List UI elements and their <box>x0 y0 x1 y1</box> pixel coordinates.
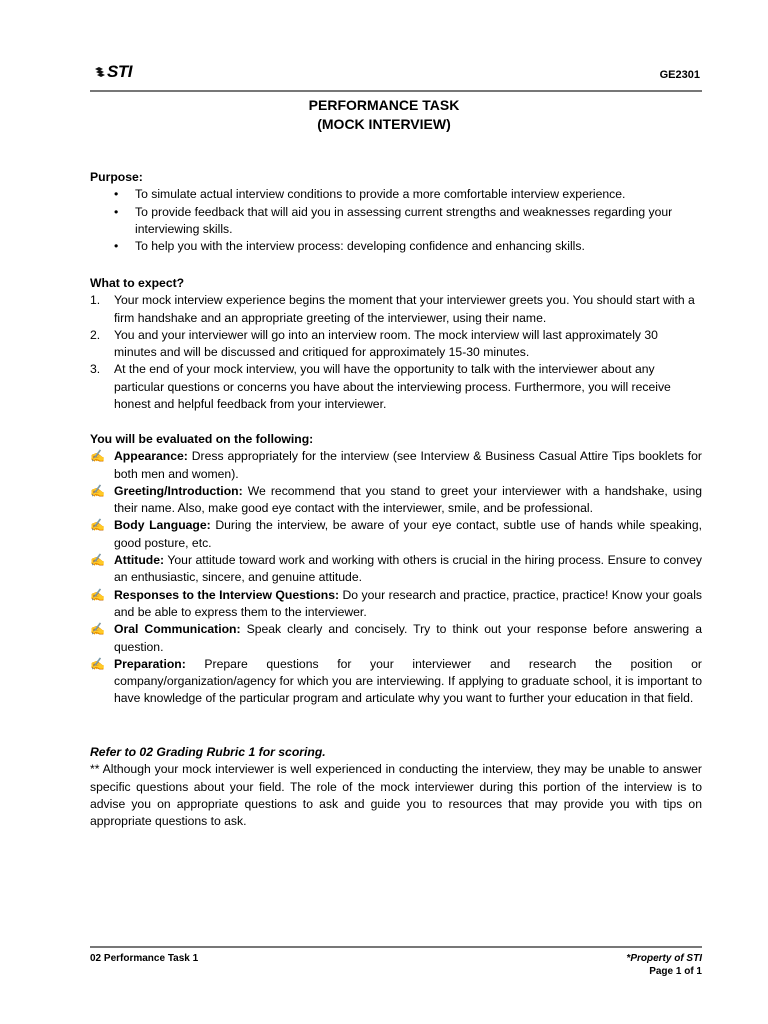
bullet-icon: • <box>114 204 119 219</box>
list-item: ✍ Body Language: During the interview, be aware of your eye contact, subtle use of hands while speaking, good posture, etc. <box>90 518 702 550</box>
page-footer <box>90 946 702 988</box>
document-code: GE2301 <box>659 69 700 81</box>
page-subtitle: (MOCK INTERVIEW) <box>317 116 451 132</box>
list-item: • To provide feedback that will aid you in assessing current strengths and weaknesses regarding your interviewing skills. <box>114 204 673 236</box>
expect-list <box>90 292 702 413</box>
list-item: ✍ Greeting/Introduction: We recommend that you stand to greet your interviewer with a handshake, using their name. Also, make good eye contact with the interviewer, smile, and be professional. <box>90 483 702 516</box>
list-item: ✍ Attitude: Your attitude toward work and working with others is crucial in the hiring process. Ensure to convey an enthusiastic, sincere, and genuine attitude. <box>90 553 702 585</box>
pen-icon: ✍ <box>90 587 105 602</box>
footer-property: *Property of STI <box>626 953 702 964</box>
footer-doc-title: 02 Performance Task 1 <box>90 953 199 964</box>
list-item: • To simulate actual interview conditions to provide a more comfortable interview experience. <box>90 186 702 203</box>
notes-section <box>90 744 702 830</box>
list-item: • To help you with the interview process: developing confidence and enhancing skills. <box>90 238 702 255</box>
list-item: 3. At the end of your mock interview, you will have the opportunity to talk with the interviewer about any particular questions or concerns you have about the interviewing process. Furthermore, you will receive honest and helpful feedback from your interviewer. <box>90 362 671 412</box>
purpose-list <box>90 186 702 255</box>
list-item: ✍ Oral Communication: Speak clearly and concisely. Try to think out your response before answering a question. <box>90 622 702 654</box>
rubric-note: Refer to 02 Grading Rubric 1 for scoring. <box>90 745 326 759</box>
evaluation-list <box>90 448 702 707</box>
footnote-text: ** Although your mock interviewer is well experienced in conducting the interview, they may be unable to answer specific questions about your field. The role of the mock interviewer during this portion of the interview is to advise you on appropriate questions to ask and guide you to resources that may provide you with tips on appropriate questions to ask. <box>90 762 702 829</box>
bullet-icon: • <box>114 239 119 254</box>
page-header <box>90 62 702 92</box>
expect-heading: What to expect? <box>90 276 185 290</box>
pen-icon: ✍ <box>90 483 105 498</box>
page-title: PERFORMANCE TASK <box>308 97 460 113</box>
list-item: ✍ Preparation: Prepare questions for your interviewer and research the position or company/organization/agency for which you are interviewing. If applying to graduate school, it is important to have knowledge of the particular program and articulate why you want to further your education in that field. <box>90 656 702 706</box>
list-item: 1. Your mock interview experience begins the moment that your interviewer greets you. You should start with a firm handshake and an appropriate greeting of the interviewer, using their name. <box>90 293 695 325</box>
list-item: ✍ Responses to the Interview Questions: Do your research and practice, practice, practice! Know your goals and be able to express them to the interviewer. <box>90 587 702 619</box>
sti-logo <box>94 62 132 82</box>
bullet-icon: • <box>114 187 119 202</box>
list-item: ✍ Appearance: Dress appropriately for the interview (see Interview & Business Casual Attire Tips booklets for both men and women). <box>90 449 702 481</box>
evaluation-section <box>90 431 702 708</box>
pen-icon: ✍ <box>90 449 105 464</box>
expect-section <box>90 275 702 413</box>
pen-icon: ✍ <box>90 518 105 533</box>
purpose-section <box>90 169 702 255</box>
page-number: Page 1 of 1 <box>649 966 702 977</box>
evaluation-heading: You will be evaluated on the following: <box>90 432 314 446</box>
sti-logo-icon <box>94 66 106 78</box>
logo-text: STI <box>107 62 132 81</box>
pen-icon: ✍ <box>90 622 105 637</box>
pen-icon: ✍ <box>90 656 105 671</box>
pen-icon: ✍ <box>90 553 105 568</box>
list-item: 2. You and your interviewer will go into an interview room. The mock interview will last approximately 30 minutes and will be discussed and critiqued for approximately 15-30 minutes. <box>90 327 658 360</box>
purpose-heading: Purpose: <box>90 170 143 184</box>
